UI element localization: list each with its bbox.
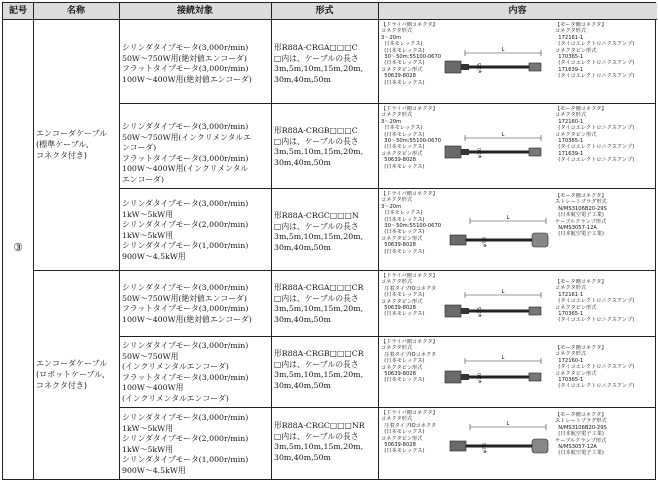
driver-connector-spec: 【ドライバ側コネクタ】 コネクタ形式 3〜20m 日本モレックス) (日本モレックス) 30〜50m:55100-0670 (日本モレックス) コネクタピン形式 50639-8028 (日本モレックス) <box>381 22 442 86</box>
header-model: 形式 <box>271 3 378 20</box>
model-cell: 形R88A-CRGA□□□CR □内は、ケーブルの長さ 3m,5m,10m,15m,20m, 30m,40m,50m <box>274 283 364 324</box>
cable-diagram <box>448 213 558 258</box>
header-symbol: 記号 <box>3 3 33 20</box>
group-name: エンコーダケーブル (ロボットケーブル、 コネクタ付き) <box>36 359 110 390</box>
target-cell: シリンダタイプモータ(3,000r/min) 50W〜750W用(絶対値エンコーダ) フラットタイプモータ(3,000r/min) 100W〜400W用(絶対値エンコーダ) <box>122 283 252 324</box>
diameter-label: φ7.5 <box>478 306 483 317</box>
driver-connector-spec: 【ドライバ側コネクタ】 コネクタ形式 圧着タイプIOコネクタ (日本モレックス) コネクタピン形式 50639-8028 (日本モレックス) <box>381 273 438 318</box>
row-divider <box>119 336 655 337</box>
length-label: L <box>501 355 505 361</box>
header-content: 内容 <box>378 3 657 20</box>
row-divider <box>119 407 655 408</box>
model-cell: 形R88A-CRGA□□□C □内は、ケーブルの長さ 3m,5m,10m,15m,20m, 30m,40m,50m <box>274 43 364 84</box>
group-divider <box>33 270 655 271</box>
column-divider <box>33 3 34 479</box>
row-divider <box>119 103 655 104</box>
motor-connector-spec: 【モータ側コネクタ】 コネクタ形式 172161-1 (タイコエレクトロニクスアンプ) コネクタピン形式 170365-1 (タイコエレクトロニクスアンプ) <box>555 279 635 324</box>
row-divider <box>119 188 655 189</box>
length-label: L <box>501 132 505 138</box>
driver-connector-spec: 【ドライバ側コネクタ】 コネクタ形式 3〜20m 日本モレックス) (日本モレックス) 30〜50m:55100-0670 (日本モレックス) コネクタピン形式 50639-8028 (日本モレックス) <box>381 106 442 170</box>
cable-diagram <box>443 128 553 168</box>
group-name: エンコーダケーブル (標準ケーブル、 コネクタ付き) <box>36 129 108 160</box>
motor-connector-spec: 【モータ側コネクタ】 ストレートプラグ形式 N/MS3106B20-29S (日本航空電子工業) ケーブルクランプ形式 N/MS3057-12A (日本航空電子工業) <box>555 412 607 457</box>
driver-connector-spec: 【ドライバ側コネクタ】 コネクタ形式 圧着タイプIOコネクタ (日本モレックス) コネクタピン形式 50639-8028 (日本モレックス) <box>381 339 438 384</box>
model-cell: 形R88A-CRGB□□□CR □内は、ケーブルの長さ 3m,5m,10m,15m,20m, 30m,40m,50m <box>274 349 364 390</box>
diameter-label: φ7.0 <box>478 372 483 383</box>
model-cell: 形R88A-CRGB□□□C □内は、ケーブルの長さ 3m,5m,10m,15m,20m, 30m,40m,50m <box>274 126 364 167</box>
driver-connector-spec: 【ドライバ側コネクタ】 コネクタ形式 圧着タイプIOコネクタ (日本モレックス) コネクタピン形式 50639-8028 (日本モレックス) <box>381 410 438 455</box>
motor-connector-spec: 【モータ側コネクタ】 コネクタ形式 172161-1 (タイコエレクトロニクスアンプ) コネクタピン形式 170365-1 (タイコエレクトロニクスアンプ) 171639-1 (タイコエレクトロニクスアンプ) <box>555 22 635 80</box>
spec-table <box>2 2 656 480</box>
cable-diagram <box>443 289 553 329</box>
diameter-label: φ7.0 <box>483 236 488 247</box>
symbol-mark: ③ <box>13 241 23 254</box>
cable-diagram <box>443 355 553 395</box>
diameter-label: φ7.0 <box>478 147 483 158</box>
motor-connector-spec: 【モータ側コネクタ】 コネクタ形式 172160-1 (タイコエレクトロニクスアンプ) コネクタピン形式 170365-1 (タイコエレクトロニクスアンプ) 171639-1 (タイコエレクトロニクスアンプ) <box>555 106 635 164</box>
cable-diagram <box>448 421 558 466</box>
length-label: L <box>506 215 510 221</box>
header-target: 接続対象 <box>119 3 271 20</box>
motor-connector-spec: 【モータ側コネクタ】 ストレートプラグ形式 N/MS3106B20-29S (日本航空電子工業) ケーブルクランプ形式 N/MS3057-12A (日本航空電子工業) <box>555 193 607 238</box>
diameter-label: φ7.5 <box>478 62 483 73</box>
diameter-label: φ7.0 <box>483 442 488 453</box>
length-label: L <box>501 47 505 53</box>
motor-connector-spec: 【モータ側コネクタ】 コネクタ形式 172160-1 (タイコエレクトロニクスアンプ) コネクタピン形式 170365-1 (タイコエレクトロニクスアンプ) <box>555 345 635 390</box>
model-cell: 形R88A-CRGC□□□N □内は、ケーブルの長さ 3m,5m,10m,15m,20m, 30m,40m,50m <box>274 211 364 252</box>
target-cell: シリンダタイプモータ(3,000r/min) 1kW〜5kW用 シリンダタイプモータ(2,000r/min) 1kW〜5kW用 シリンダタイプモータ(1,000r/min) 900W〜4.5kW用 <box>122 413 249 475</box>
model-cell: 形R88A-CRGC□□□NR □内は、ケーブルの長さ 3m,5m,10m,15m,20m, 30m,40m,50m <box>274 421 365 462</box>
target-cell: シリンダタイプモータ(3,000r/min) 50W〜750W用(インクリメンタルエ ンコーダ) フラットタイプモータ(3,000r/min) 100W〜400W用(インクリメンタル エンコーダ) <box>122 122 252 184</box>
target-cell: シリンダタイプモータ(3,000r/min) 50W〜750W用(絶対値エンコーダ) フラットタイプモータ(3,000r/min) 100W〜400W用(絶対値エンコーダ) <box>122 43 252 84</box>
driver-connector-spec: 【ドライバ側コネクタ】 コネクタ形式 3〜20m 日本モレックス) (日本モレックス) 30〜50m:55100-0670 (日本モレックス) コネクタピン形式 50639-8028 (日本モレックス) <box>381 191 442 255</box>
cable-diagram <box>443 43 553 83</box>
length-label: L <box>501 289 505 295</box>
target-cell: シリンダタイプモータ(3,000r/min) 1kW〜5kW用 シリンダタイプモータ(2,000r/min) 1kW〜5kW用 シリンダタイプモータ(1,000r/min) 900W〜4.5kW用 <box>122 199 249 261</box>
target-cell: シリンダタイプモータ(3,000r/min) 50W〜750W用 (インクリメンタルエンコーダ) フラットタイプモータ(3,000r/min) 100W〜400W用 (インクリメンタルエンコーダ) <box>122 341 249 403</box>
header-name: 名称 <box>33 3 119 20</box>
length-label: L <box>506 421 510 427</box>
